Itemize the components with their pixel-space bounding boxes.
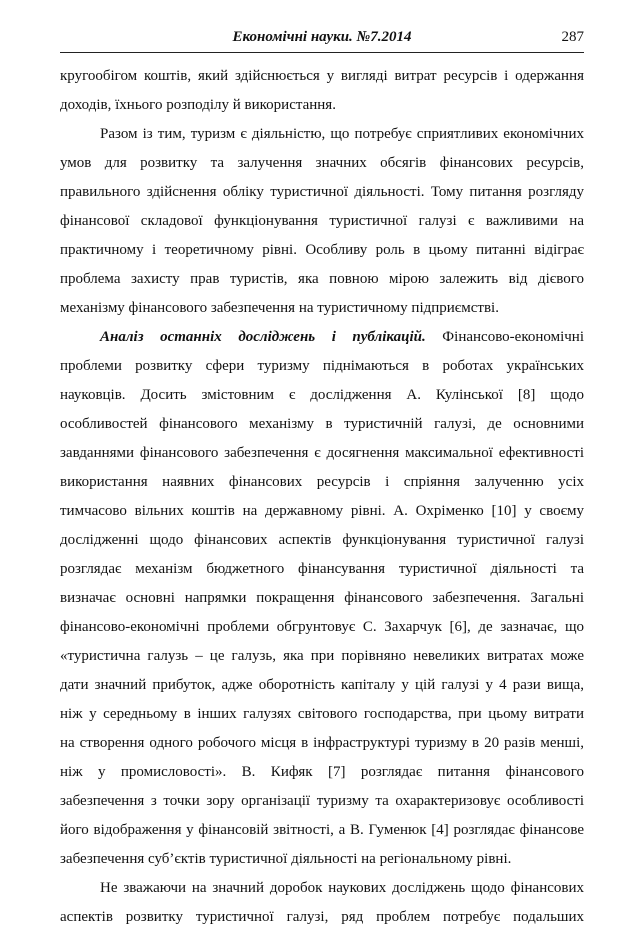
paragraph <box>60 62 584 120</box>
text-line: правильного здійснення обліку туристичної діяльності. Тому питання розгляду <box>60 184 584 200</box>
text-line <box>60 323 584 352</box>
text-line: завданнями фінансового забезпечення є досягнення максимальної ефективності <box>60 445 584 461</box>
text-line: Разом із тим, туризм є діяльністю, що потребує сприятливих економічних <box>100 126 584 142</box>
text-line: проблема захисту прав туристів, яка повною мірою залежить від дієвого <box>60 271 584 287</box>
running-header <box>60 26 584 50</box>
text-line: дати значний прибуток, адже оборотність капіталу у цій галузі у 4 рази вища, <box>60 677 584 693</box>
paragraph <box>60 323 584 874</box>
text-line: ніж у промисловості». В. Кифяк [7] розглядає питання фінансового <box>60 764 584 780</box>
text-line: «туристична галузь – це галузь, яка при порівняно невеликих витратах може <box>60 648 584 664</box>
page-number: 287 <box>561 29 584 45</box>
text-line: фінансово-економічні проблеми обгрунтовує С. Захарчук [6], де зазначає, що <box>60 619 584 635</box>
text-line: механізму фінансового забезпечення на туристичному підприємстві. <box>60 300 499 316</box>
text-line: на створення одного робочого місця в інфраструктурі туризму в 20 разів менші, <box>60 735 584 751</box>
text-line: доходів, їхнього розподілу й використання. <box>60 97 336 113</box>
text-line: його відображення у фінансовій звітності, а В. Гуменюк [4] розглядає фінансове <box>60 822 584 838</box>
text-line: практичному і теоретичному рівні. Особливу роль в цьому питанні відіграє <box>60 242 584 258</box>
text-line: визначає основні напрямки покращення фінансового забезпечення. Загальні <box>60 590 584 606</box>
text-line: особливостей фінансового механізму в туристичній галузі, де основними <box>60 416 584 432</box>
text-line: використання наявних фінансових ресурсів і спріяння залученню усіх <box>60 474 584 490</box>
text-line: забезпечення суб’єктів туристичної діяльності на регіональному рівні. <box>60 851 512 867</box>
text-line: проблеми розвитку сфери туризму піднімаються в роботах українських <box>60 358 584 374</box>
text-line: ніж у середньому в інших галузях світового господарства, при цьому витрати <box>60 706 584 722</box>
text-line: кругообігом коштів, який здійснюється у вигляді витрат ресурсів і одержання <box>60 68 584 84</box>
text-line: Не зважаючи на значний доробок наукових досліджень щодо фінансових <box>100 880 584 896</box>
text-line: умов для розвитку та залучення значних обсягів фінансових ресурсів, <box>60 155 584 171</box>
text-run: Фінансово-економічні <box>425 329 584 345</box>
text-line: дослідженні щодо фінансових аспектів функціонування туристичної галузі <box>60 532 584 548</box>
article-body <box>60 62 584 932</box>
paragraph <box>60 120 584 323</box>
text-line: аспектів розвитку туристичної галузі, ряд проблем потребує подальших <box>60 909 584 925</box>
paragraph <box>60 874 584 932</box>
text-line: тимчасово вільних коштів на державному рівні. А. Охріменко [10] у своєму <box>60 503 584 519</box>
header-rule <box>60 52 584 53</box>
section-heading-inline: Аналіз останніх досліджень і публікацій. <box>100 329 426 345</box>
text-line: фінансової складової функціонування туристичної галузі є важливими на <box>60 213 584 229</box>
text-line: розглядає механізм бюджетного фінансування туристичної діяльності та <box>60 561 584 577</box>
text-line: забезпечення з точки зору організації туризму та охарактеризовує особливості <box>60 793 584 809</box>
text-line: науковців. Досить змістовним є дослідження А. Кулінської [8] щодо <box>60 387 584 403</box>
journal-title: Економічні науки. №7.2014 <box>232 29 412 45</box>
